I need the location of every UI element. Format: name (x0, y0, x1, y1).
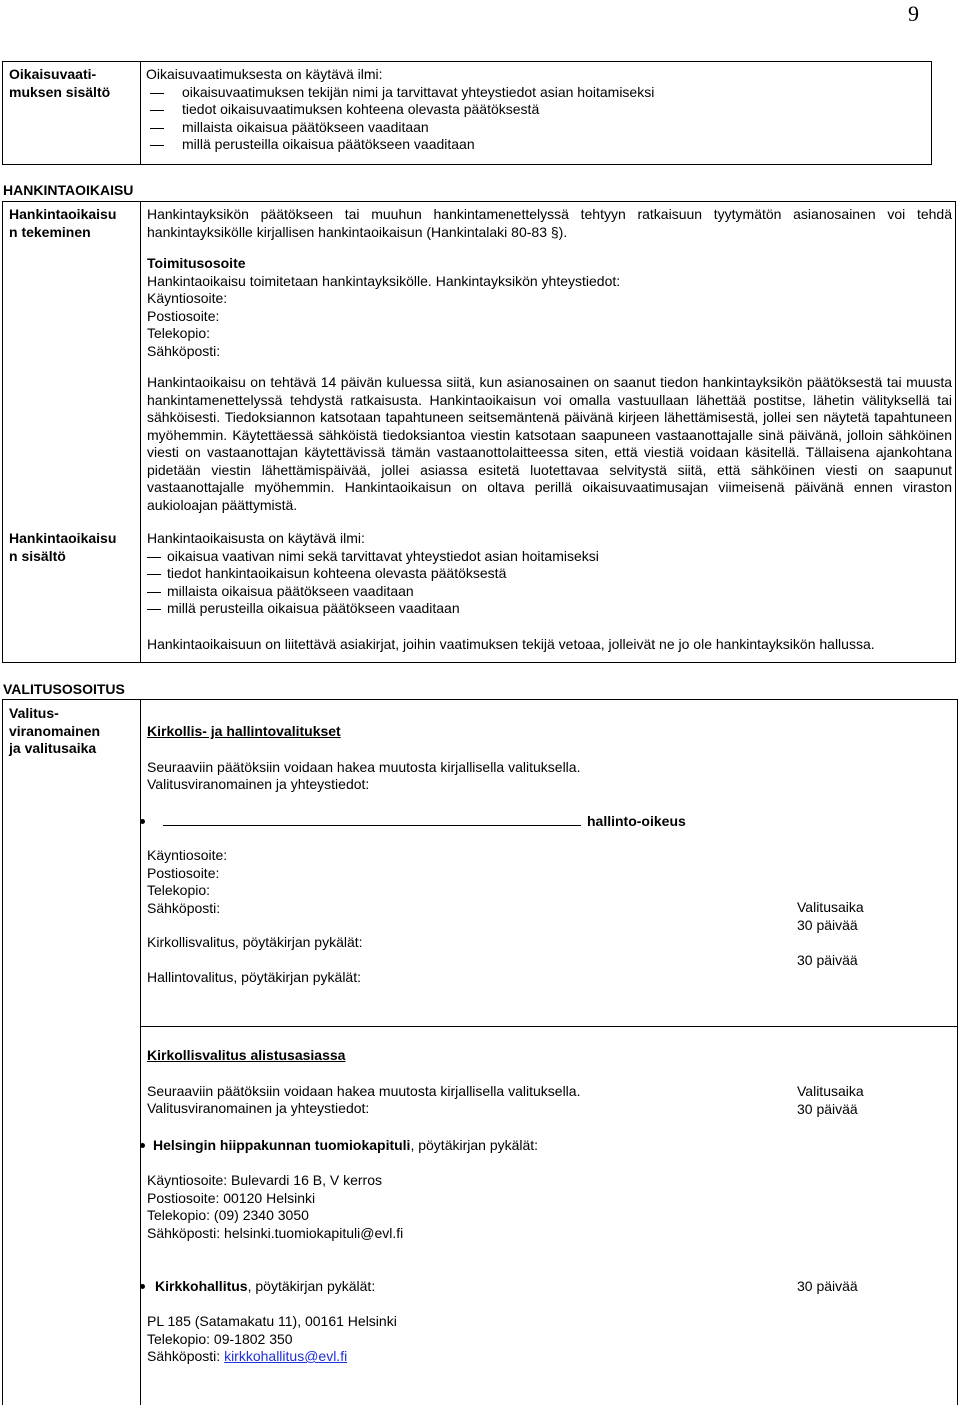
field-email: Sähköposti: (147, 342, 221, 359)
org-chapter-name: Helsingin hiippakunnan tuomiokapituli (153, 1137, 411, 1153)
claim-content-intro: Oikaisuvaatimuksesta on käytävä ilmi: (146, 66, 383, 82)
attachments-paragraph: Hankintaoikaisuun on liitettävä asiakirjat, joihin vaatimuksen tekijä vetoaa, jolleivät ne jo ole hankintayksikön hallussa. (147, 636, 875, 652)
appeal-period-church-board: 30 päivää (797, 1278, 858, 1294)
appeal-authority-line: Valitusviranomainen ja yhteystiedot: (147, 776, 370, 792)
list-item: millä perusteilla oikaisua päätökseen vaaditaan (146, 136, 926, 154)
appeal-period-admin: 30 päivää (797, 952, 858, 968)
org-chapter-line: Helsingin hiippakunnan tuomiokapituli, pöytäkirjan pykälät: (140, 1137, 780, 1155)
list-item: tiedot oikaisuvaatimuksen kohteena olevasta päätöksestä (146, 101, 926, 119)
field-visiting-address: Käyntiosoite: (147, 847, 228, 863)
appeal-intro-line: Seuraaviin päätöksiin voidaan hakea muutosta kirjallisella valituksella. (147, 758, 581, 775)
field-telefax: Telekopio: (147, 325, 211, 341)
org-church-board-postal: PL 185 (Satamakatu 11), 00161 Helsinki (147, 1313, 397, 1329)
appeal-period-chapter: 30 päivää (797, 1100, 858, 1117)
appeal-intro-line: Seuraaviin päätöksiin voidaan hakea muutosta kirjallisella valituksella. (147, 1082, 581, 1099)
court-line (140, 812, 740, 831)
bullet-icon (140, 1284, 145, 1289)
procurement-content-label: Hankintaoikaisu n sisältö (9, 530, 117, 564)
field-email: Sähköposti: (147, 899, 221, 916)
appeal-authority-label: Valitus- viranomainen ja valitusaika (9, 705, 101, 756)
appeal-left-border (2, 699, 3, 1405)
church-admin-appeals-content (147, 723, 787, 794)
procurement-content-intro: Hankintaoikaisusta on käytävä ilmi: (147, 530, 365, 546)
church-board-email-link[interactable]: kirkkohallitus@evl.fi (224, 1348, 348, 1364)
org-church-board-contact (147, 1313, 747, 1366)
dash-icon (146, 136, 182, 154)
procurement-correction-heading: HANKINTAOIKAISU (3, 182, 134, 198)
field-telefax: Telekopio: (147, 882, 211, 898)
procurement-content-body (147, 530, 952, 618)
org-chapter-postal: Postiosoite: 00120 Helsinki (147, 1189, 316, 1206)
procurement-making-label: Hankintaoikaisu n tekeminen (9, 206, 117, 240)
dash-icon (147, 600, 167, 618)
claim-content-body (146, 66, 926, 154)
field-postal-address: Postiosoite: (147, 307, 220, 324)
list-item: oikaisua vaativan nimi sekä tarvittavat yhteystiedot asian hoitamiseksi (147, 548, 952, 566)
submission-appeal-title: Kirkollisvalitus alistusasiassa (147, 1047, 346, 1063)
delivery-address-line: Hankintaoikaisu toimitetaan hankintayksikölle. Hankintayksikön yhteystiedot: (147, 272, 621, 289)
appeal-period-a (797, 899, 947, 951)
court-contact-fields (147, 847, 547, 986)
appeal-period-b (797, 1083, 947, 1118)
org-church-board-email-row: Sähköposti: kirkkohallitus@evl.fi (147, 1348, 348, 1364)
submission-appeal-content (147, 1047, 787, 1118)
claim-content-divider (140, 61, 141, 165)
bullet-icon (140, 819, 145, 824)
dash-icon (146, 84, 182, 102)
list-item: millaista oikaisua päätökseen vaaditaan (147, 583, 952, 601)
church-appeal-sections: Kirkollisvalitus, pöytäkirjan pykälät: (147, 934, 363, 950)
list-item: millaista oikaisua päätökseen vaaditaan (146, 119, 926, 137)
delivery-address-block (147, 255, 952, 360)
org-church-board-line: Kirkkohallitus, pöytäkirjan pykälät: (140, 1278, 780, 1296)
dash-icon (147, 548, 167, 566)
bullet-icon (140, 1143, 145, 1148)
claim-content-label: Oikaisuvaati- muksen sisältö (9, 66, 111, 100)
procurement-correction-divider (140, 201, 141, 663)
org-chapter-visiting: Käyntiosoite: Bulevardi 16 B, V kerros (147, 1172, 383, 1188)
court-name-blank (163, 812, 581, 826)
appeal-instructions-heading: VALITUSOSOITUS (3, 681, 125, 697)
list-item: oikaisuvaatimuksen tekijän nimi ja tarvittavat yhteystiedot asian hoitamiseksi (146, 84, 926, 102)
church-admin-appeals-title: Kirkollis- ja hallintovalitukset (147, 723, 341, 739)
page-number: 9 (908, 1, 919, 26)
procurement-intro-paragraph: Hankintayksikön päätökseen tai muuhun hankintamenettelyssä tehtyyn ratkaisuun tyytymätön asianosainen voi tehdä hankintayksikölle kirjallisen hankintaoikaisun (Hankintalaki 80-83 §). (147, 206, 952, 240)
admin-appeal-sections: Hallintovalitus, pöytäkirjan pykälät: (147, 968, 361, 985)
appeal-period-label: Valitusaika (797, 899, 864, 915)
dash-icon (147, 583, 167, 601)
org-chapter-email: Sähköposti: helsinki.tuomiokapituli@evl.fi (147, 1224, 404, 1241)
appeal-authority-line: Valitusviranomainen ja yhteystiedot: (147, 1100, 370, 1116)
field-visiting-address: Käyntiosoite: (147, 290, 228, 306)
dash-icon (146, 119, 182, 137)
org-church-board-name: Kirkkohallitus (155, 1278, 248, 1294)
list-item: millä perusteilla oikaisua päätökseen vaaditaan (147, 600, 952, 618)
appeal-period-label: Valitusaika (797, 1083, 864, 1099)
org-church-board-telefax: Telekopio: 09-1802 350 (147, 1330, 293, 1347)
list-item: tiedot hankintaoikaisun kohteena olevasta päätöksestä (147, 565, 952, 583)
field-postal-address: Postiosoite: (147, 864, 220, 881)
dash-icon (146, 101, 182, 119)
delivery-address-title: Toimitusosoite (147, 255, 246, 271)
org-chapter-contact (147, 1172, 747, 1242)
dash-icon (147, 565, 167, 583)
org-chapter-telefax: Telekopio: (09) 2340 3050 (147, 1207, 309, 1223)
procurement-deadline-paragraph: Hankintaoikaisu on tehtävä 14 päivän kuluessa siitä, kun asianosainen on saanut tiedon hankintayksikön päätöksestä tai muusta hankintamenettelyssä tehdystä ratkaisusta. Hankintaoikaisun voi omalla vastuullaan lähettää postitse, lähetin välityksellä tai sähköisesti. Tiedoksiannon katsotaan tapahtuneen seitsemäntenä päivänä kirjeen lähettämisestä, jollei sen näytetä tapahtuneen myöhemmin. Käytettäessä sähköistä tiedoksiantoa viestin katsotaan saapuneen vastaanottajalle sinä päivänä, jolloin sähköinen viesti on vastaanottajan käytettävissä tämän vastaanottolaitteessa siten, että viestiä voidaan käsitellä. Tällaisena ajankohtana pidetään viestin lähettämispäivää, jollei asiassa esitetä luotettavaa selvitystä siitä, että sähköinen viesti on saapunut vastaanottajalle myöhemmin. Hankintaoikaisun on oltava perillä oikaisuvaatimusajan viimeisenä päivänä ennen viraston aukioloajan päättymistä. (147, 374, 952, 513)
court-name: hallinto-oikeus (587, 813, 686, 829)
appeal-period-church: 30 päivää (797, 916, 858, 933)
